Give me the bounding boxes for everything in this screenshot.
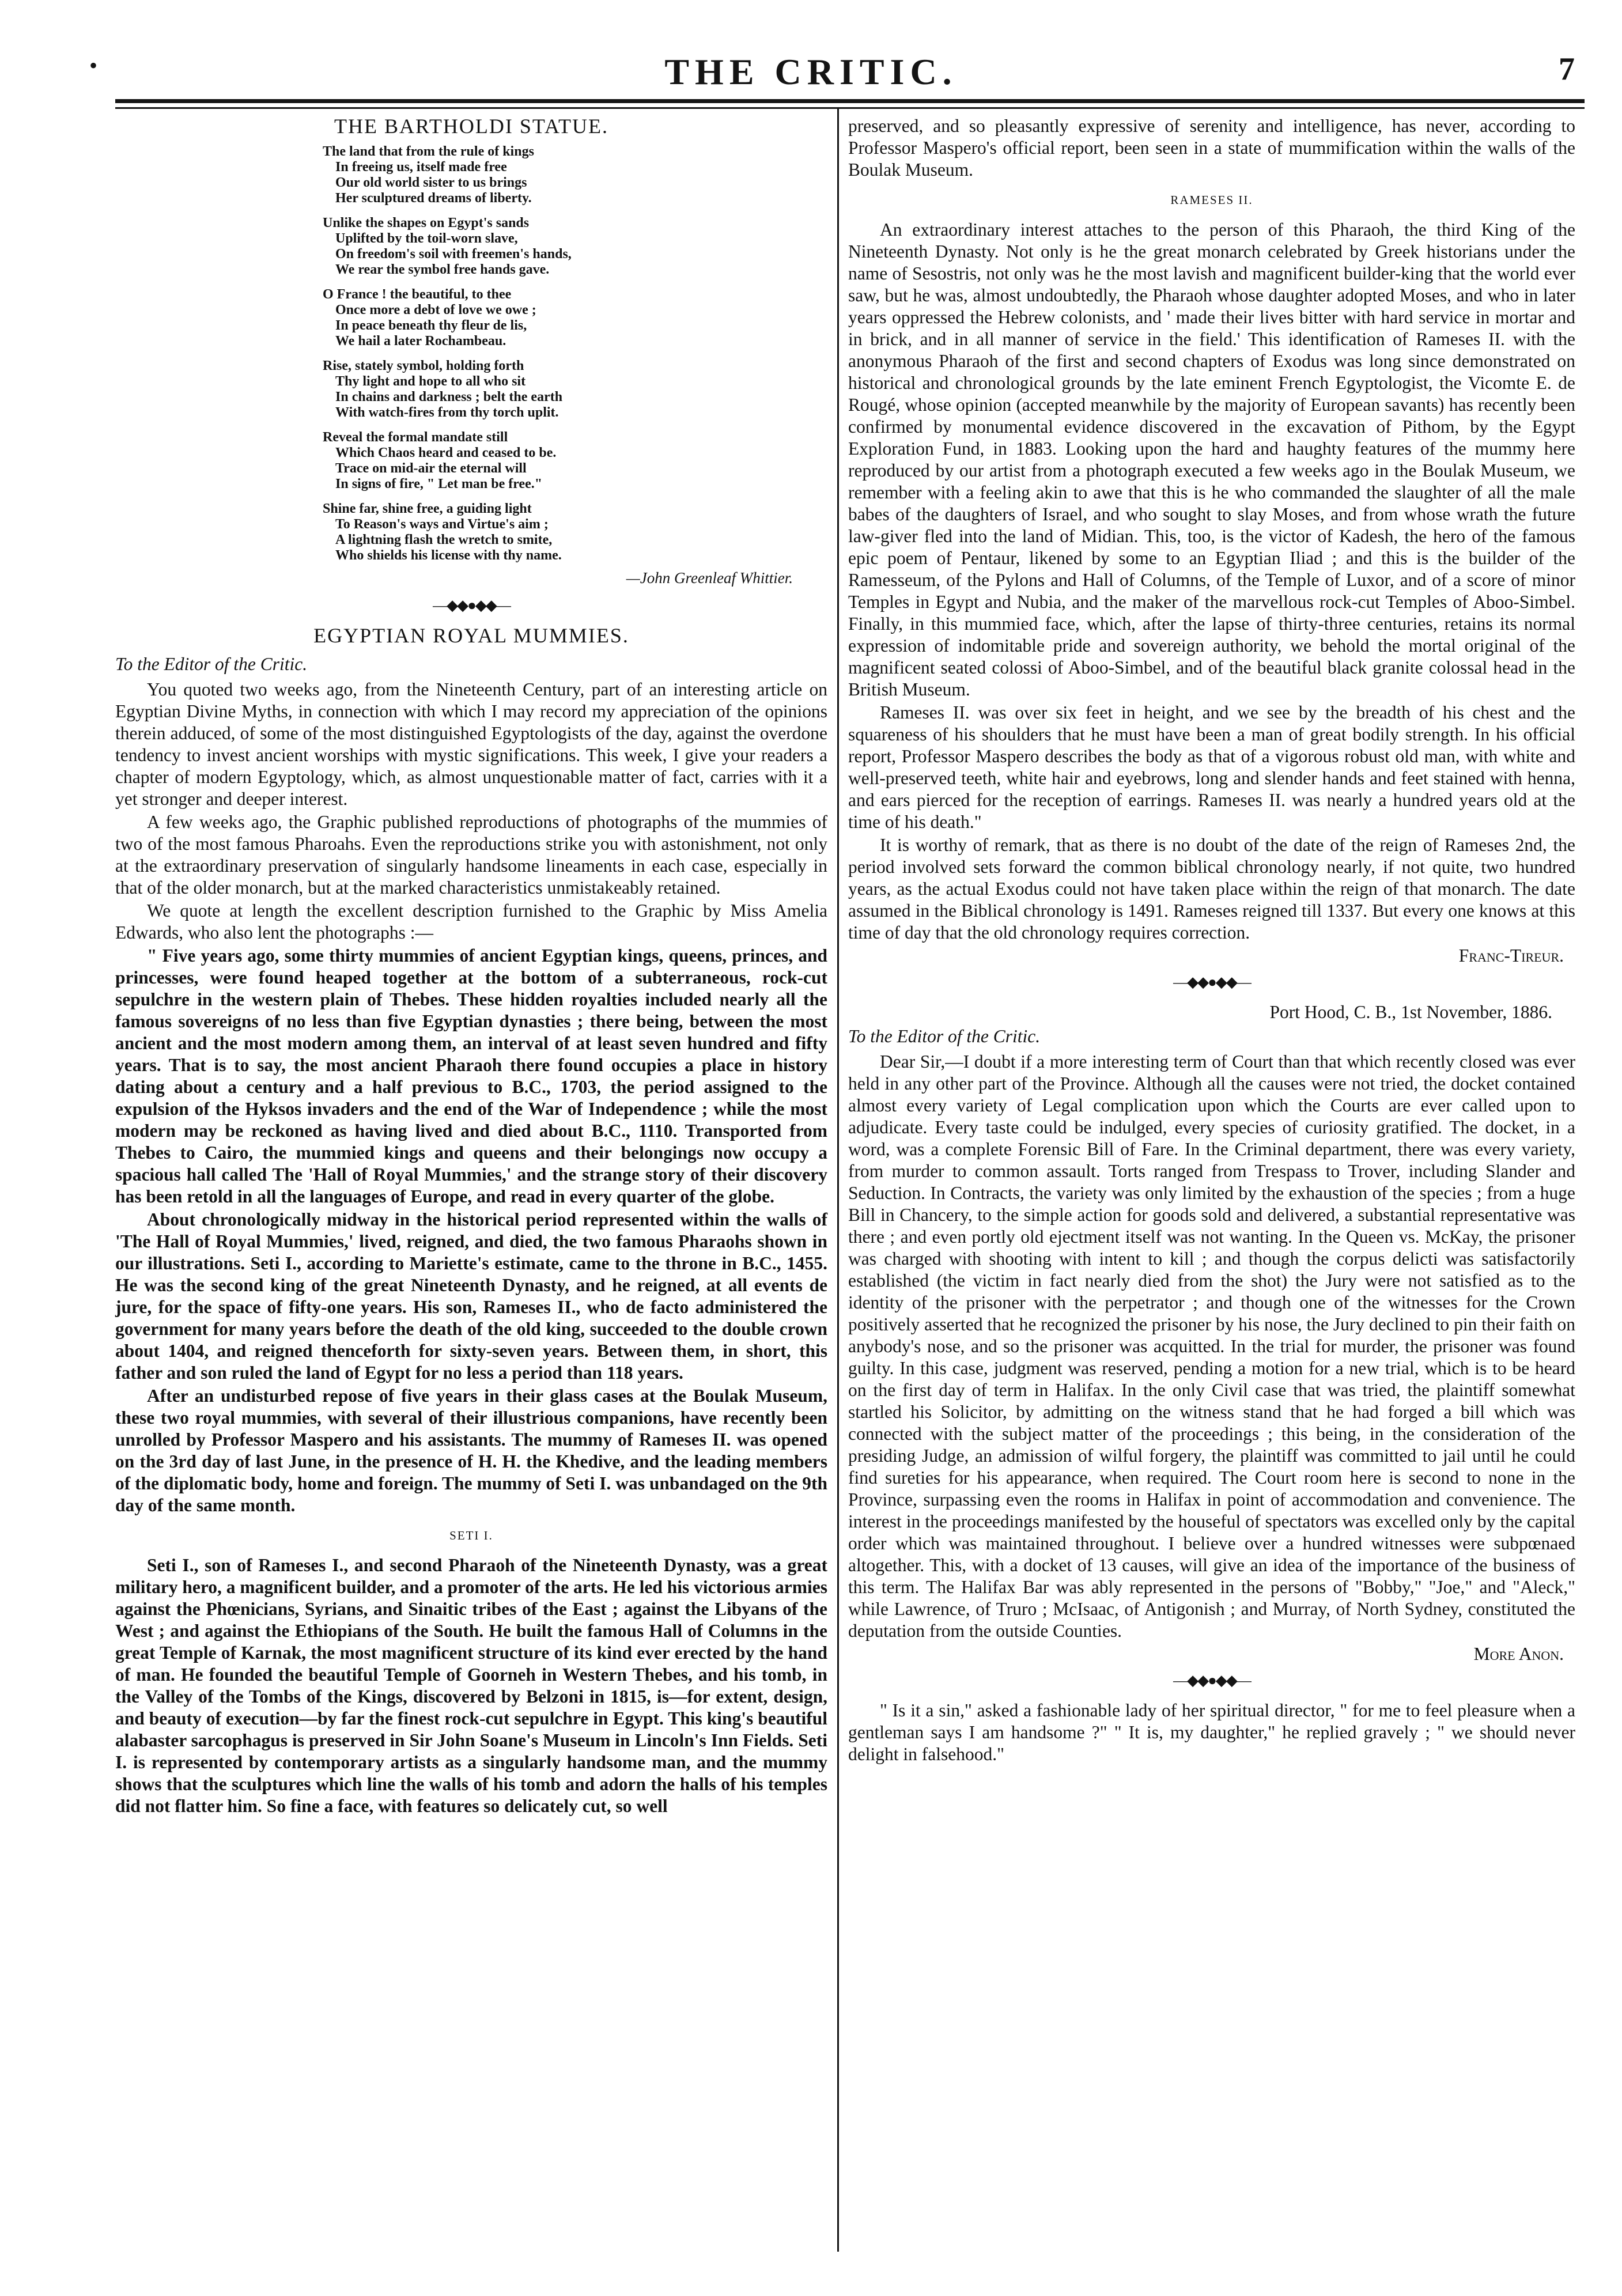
poem-stanza bbox=[323, 501, 827, 563]
right-column bbox=[848, 115, 1575, 1767]
dateline: Port Hood, C. B., 1st November, 1886. bbox=[1269, 1002, 1552, 1022]
article-paragraph: " Five years ago, some thirty mummies of ancient Egyptian kings, queens, princes, and princesses, were found heaped together at the bottom of a subterraneous, rock-cut sepulchre in the western plain of Thebes. These hidden royalties included nearly all the famous sovereigns of no less than five Egyptian dynasties ; there being, between the most ancient and the most modern among them, an interval of at least seven hundred and fifty years. That is to say, the most ancient Pharaoh there found occupies a place in history dating about a century and a half previous to B.C., 1703, the period assigned to the expulsion of the Hyksos invaders and the end of the War of Independence ; while the most modern may be reckoned as having lived and died about B.C., 1110. Transported from Thebes to Cairo, the mummied kings and queens and their belongings now occupy a spacious hall called The 'Hall of Royal Mummies,' and the strange story of their discovery has been retold in all the languages of Europe, and read in every quarter of the globe. bbox=[115, 945, 827, 1206]
article-paragraph: It is worthy of remark, that as there is no doubt of the date of the reign of Rameses 2nd, the period involved sets forward the common biblical chronology nearly, if not quite, two hundred years, as the actual Exodus could not have taken place within the reign of that monarch. The date assumed in the Biblical chronology is 1491. Rameses reigned till 1337. But every one knows at this time of day that the old chronology requires correction. bbox=[848, 835, 1575, 943]
poem-line: Which Chaos heard and ceased to be. bbox=[335, 445, 557, 460]
poem-line: The land that from the rule of kings bbox=[323, 144, 534, 159]
subhead-seti: SETI I. bbox=[449, 1529, 493, 1542]
poem-line: To Reason's ways and Virtue's aim ; bbox=[335, 517, 549, 532]
article-paragraph: Rameses II. was over six feet in height, and we see by the breadth of his chest and the squareness of his shoulders that he must have been a man of great bodily strength. In his official report, Professor Maspero describes the body as that of a vigorous robust old man, with white and well-preserved teeth, white hair and eyebrows, long and slender hands and feet stained with henna, and ears pierced for the reception of earrings. Rameses II. was nearly a hundred years old at the time of his death." bbox=[848, 702, 1575, 832]
page-number: 7 bbox=[1559, 51, 1575, 87]
poem-line: In freeing us, itself made free bbox=[335, 160, 507, 175]
letter-paragraph: Dear Sir,—I doubt if a more interesting term of Court than that which recently closed was ever held in any other part of the Province. Although all the causes were not tried, the docket contained almost every variety of Legal complication upon which the Courts are ever called upon to adjudicate. Every taste could be indulged, every species of curiosity gratified. The docket, in a word, was a complete Forensic Bill of Fare. In the Criminal department, there was every variety, from murder to common assault. Torts ranged from Trespass to Trover, including Slander and Seduction. In Contracts, the variety was only limited by the exhaustion of the species ; from a huge Bill in Chancery, to the simple action for goods sold and delivered, a substantial representative was there ; and even portly old ejectment itself was not wanting. In the Queen vs. McKay, the prisoner was charged with shooting with intent to kill ; and though the corpus delicti was satisfactorily established (the victim in fact nearly died from the shot) the Jury were not satisfied as to the identity of the prisoner with the perpetrator ; and though one of the witnesses for the Crown positively asserted that he recognized the prisoner by his nose, the Jury declined to pin their faith on anybody's nose, and so the prisoner was acquitted. In the trial for murder, the prisoner was found guilty. In this case, judgment was reserved, pending a motion for a new trial, which is to be heard on the first day of term in Halifax. In the only Civil case that was tried, the plaintiff somewhat startled his Solicitor, by admitting on the witness stand that he had forged a bill which was connected with the subject matter of the proceedings ; this being, in the consideration of the presiding Judge, an admission of wilful forgery, the plaintiff was committed to jail until he could find sureties for his appearance, when required. The Court room here is second to none in the Province, surpassing even the rooms in Halifax in point of accommodation and convenience. The interest in the proceedings manifested by the houseful of spectators was excelled only by the capital order which was maintained throughout. I believe over a hundred witnesses were subpœnaed altogether. This, with a docket of 13 causes, will give an idea of the importance of the business of this term. The Halifax Bar was ably represented in the persons of "Bobby," "Joe," and "Aleck," while Lawrence, of Truro ; McIsaac, of Antigonish ; and Murray, of North Sydney, constituted the deputation from the outside Counties. bbox=[848, 1051, 1575, 1641]
poem-line: A lightning flash the wretch to smite, bbox=[335, 532, 553, 547]
poem-stanza bbox=[323, 430, 827, 492]
poem-line: Uplifted by the toil-worn slave, bbox=[335, 231, 518, 246]
poem-author: —John Greenleaf Whittier. bbox=[626, 569, 793, 587]
poem-line: Unlike the shapes on Egypt's sands bbox=[323, 215, 530, 230]
poem-line: Shine far, shine free, a guiding light bbox=[323, 501, 532, 516]
left-column bbox=[115, 115, 827, 1818]
article-paragraph: You quoted two weeks ago, from the Nineteenth Century, part of an interesting article on Egyptian Divine Myths, in connection with which I may record my appreciation of the opinions therein adduced, of some of the most distinguished Egyptologists of the day, against the overdone tendency to invest ancient worships with mystic significations. This week, I give your readers a chapter of modern Egyptology, which, as almost unquestionable matter of fact, carries with it a yet stronger and deeper interest. bbox=[115, 679, 827, 809]
article-paragraph: Seti I., son of Rameses I., and second Pharaoh of the Nineteenth Dynasty, was a great military hero, a magnificent builder, and a promoter of the arts. He led his victorious armies against the Phœnicians, Syrians, and Sinaitic tribes of the East ; against the Libyans of the West ; and against the Ethiopians of the South. He built the famous Hall of Columns in the great Temple of Karnak, the most magnificent structure of its kind ever erected by the hand of man. He founded the beautiful Temple of Goorneh in Western Thebes, and his tomb, in the Valley of the Tombs of the Kings, discovered by Belzoni in 1815, is—for extent, design, and beauty of execution—by far the finest rock-cut sepulchre in Egypt. This king's beautiful alabaster sarcophagus is preserved in Sir John Soane's Museum in Lincoln's Inn Fields. Seti I. is represented by contemporary artists as a singularly handsome man, and the mummy shows that the sculptures which line the walls of his tomb and adorn the halls of his temples did not flatter him. So fine a face, with features so delicately cut, so well bbox=[115, 1555, 827, 1816]
article-paragraph: A few weeks ago, the Graphic published reproductions of photographs of the mummies of two of the most famous Pharoahs. Even the reproductions strike you with astonishment, not only at the extraordinary preservation of singularly handsome lineaments in each case, especially in that of the older monarch, but at the marked characteristics unmistakeably retained. bbox=[115, 812, 827, 898]
poem-line: Reveal the formal mandate still bbox=[323, 430, 508, 445]
article-paragraph: About chronologically midway in the historical period represented within the walls of 'The Hall of Royal Mummies,' lived, reigned, and died, the two famous Pharaohs shown in our illustrations. Seti I., according to Mariette's estimate, came to the throne in B.C., 1455. He was the second king of the great Nineteenth Dynasty, and he reigned, at all events de jure, for the space of fifty-one years. His son, Rameses II., who de facto administered the government for many years before the death of the old king, succeeded to the double crown about 1404, and reigned thenceforth for sixty-seven years. Between them, in short, this father and son ruled the land of Egypt for no less a period than 118 years. bbox=[115, 1209, 827, 1383]
poem-line: Thy light and hope to all who sit bbox=[335, 374, 526, 389]
signature: Franc-Tireur. bbox=[1458, 945, 1564, 966]
poem-line: With watch-fires from thy torch uplit. bbox=[335, 405, 559, 420]
article-paragraph: We quote at length the excellent description furnished to the Graphic by Miss Amelia Edwards, who also lent the photographs :— bbox=[115, 901, 827, 943]
poem-stanza bbox=[323, 215, 827, 278]
salutation: To the Editor of the Critic. bbox=[848, 1026, 1041, 1046]
poem-stanza bbox=[323, 287, 827, 349]
poem-line: In signs of fire, " Let man be free." bbox=[335, 476, 543, 491]
poem-line: We rear the symbol free hands gave. bbox=[335, 262, 550, 277]
poem-stanza bbox=[323, 358, 827, 421]
masthead-title: THE CRITIC. bbox=[664, 51, 958, 92]
section-ornament: —◆◆●◆◆— bbox=[1173, 1672, 1250, 1689]
poem-line: On freedom's soil with freemen's hands, bbox=[335, 247, 572, 262]
poem-line: We hail a later Rochambeau. bbox=[335, 334, 506, 349]
poem-body bbox=[323, 144, 827, 563]
header-rule-thin bbox=[115, 107, 1585, 109]
section-ornament: —◆◆●◆◆— bbox=[1173, 974, 1250, 990]
poem-line: O France ! the beautiful, to thee bbox=[323, 287, 512, 302]
poem-stanza bbox=[323, 144, 827, 206]
section-ornament: —◆◆●◆◆— bbox=[433, 597, 510, 614]
article-paragraph: An extraordinary interest attaches to the person of this Pharaoh, the third King of the Nineteenth Dynasty. Not only is he the great monarch celebrated by Greek historians under the name of Sesostris, not only was he the most lavish and magnificent builder-king that the world ever saw, but he was, almost undoubtedly, the Pharaoh whose daughter adopted Moses, and who in later years oppressed the Hebrew colonists, and ' made their lives bitter with hard service in mortar and in brick, and in all manner of service in the field.' This identification of Rameses II. with the anonymous Pharaoh of the first and second chapters of Exodus was long since demonstrated on historical and chronological grounds by the late eminent French Egyptologist, the Vicomte E. de Rougé, whose opinion (accepted meanwhile by the majority of European savants) has recently been confirmed by monumental evidence discovered in the excavation of Pithom, by the Egypt Exploration Fund, in 1883. Looking upon the hard and haughty features of the mummy here reproduced by our artist from a photograph executed a few weeks ago in the Boulak Museum, we remember with a feeling akin to awe that this is he who commanded the slaughter of all the male babes of the daughters of Israel, and who sought to slay Moses, and from whose wrath the future law-giver fled into the land of Midian. This, too, is the victor of Kadesh, the hero of the famous epic poem of Pentaur, likened by some to an Egyptian Iliad ; and this is the builder of the Ramesseum, of the Pylons and Hall of Columns, of the Temple of Luxor, and of a score of minor Temples in Egypt and Nubia, and the maker of the marvellous rock-cut Temples of Aboo-Simbel. Finally, in this mummied face, which, after the lapse of thirty-three centuries, retains its normal expression of indomitable pride and sovereign authority, we behold the mortal original of the magnificent seated colossi of Aboo-Simbel, and of the beautiful black granite colossal head in the British Museum. bbox=[848, 220, 1575, 699]
header-rule-thick bbox=[115, 99, 1585, 103]
article-paragraph: After an undisturbed repose of five years in their glass cases at the Boulak Museum, these two royal mummies, with several of their illustrious companions, have recently been unrolled by Professor Maspero and his assistants. The mummy of Rameses II. was opened on the 3rd day of last June, in the presence of H. H. the Khedive, and the leading members of the diplomatic body, home and foreign. The mummy of Seti I. was unbandaged on the 9th day of the same month. bbox=[115, 1386, 827, 1515]
page-mark: • bbox=[89, 52, 98, 78]
poem-line: Who shields his license with thy name. bbox=[335, 548, 562, 563]
column-divider bbox=[837, 108, 839, 2252]
poem-line: Once more a debt of love we owe ; bbox=[335, 302, 536, 317]
poem-line: Trace on mid-air the eternal will bbox=[335, 461, 527, 476]
subhead-rameses: RAMESES II. bbox=[1170, 193, 1253, 207]
poem-line: Our old world sister to us brings bbox=[335, 175, 527, 190]
article-paragraph: preserved, and so pleasantly expressive of serenity and intelligence, has never, according to Professor Maspero's official report, been seen in a state of mummification within the walls of the Boulak Museum. bbox=[848, 116, 1575, 180]
poem-title: THE BARTHOLDI STATUE. bbox=[334, 115, 608, 138]
poem-line: Her sculptured dreams of liberty. bbox=[335, 191, 532, 206]
salutation: To the Editor of the Critic. bbox=[115, 654, 308, 674]
poem-line: In peace beneath thy fleur de lis, bbox=[335, 318, 527, 333]
poem-line: In chains and darkness ; belt the earth bbox=[335, 389, 563, 404]
poem-line: Rise, stately symbol, holding forth bbox=[323, 358, 524, 373]
article-title: EGYPTIAN ROYAL MUMMIES. bbox=[313, 624, 629, 647]
closing-paragraph: " Is it a sin," asked a fashionable lady of her spiritual director, " for me to feel pleasure when a gentleman says I am handsome ?" " It is, my daughter," he replied gravely ; " we should never delight in falsehood." bbox=[848, 1700, 1575, 1764]
signature: More Anon. bbox=[1473, 1644, 1564, 1664]
